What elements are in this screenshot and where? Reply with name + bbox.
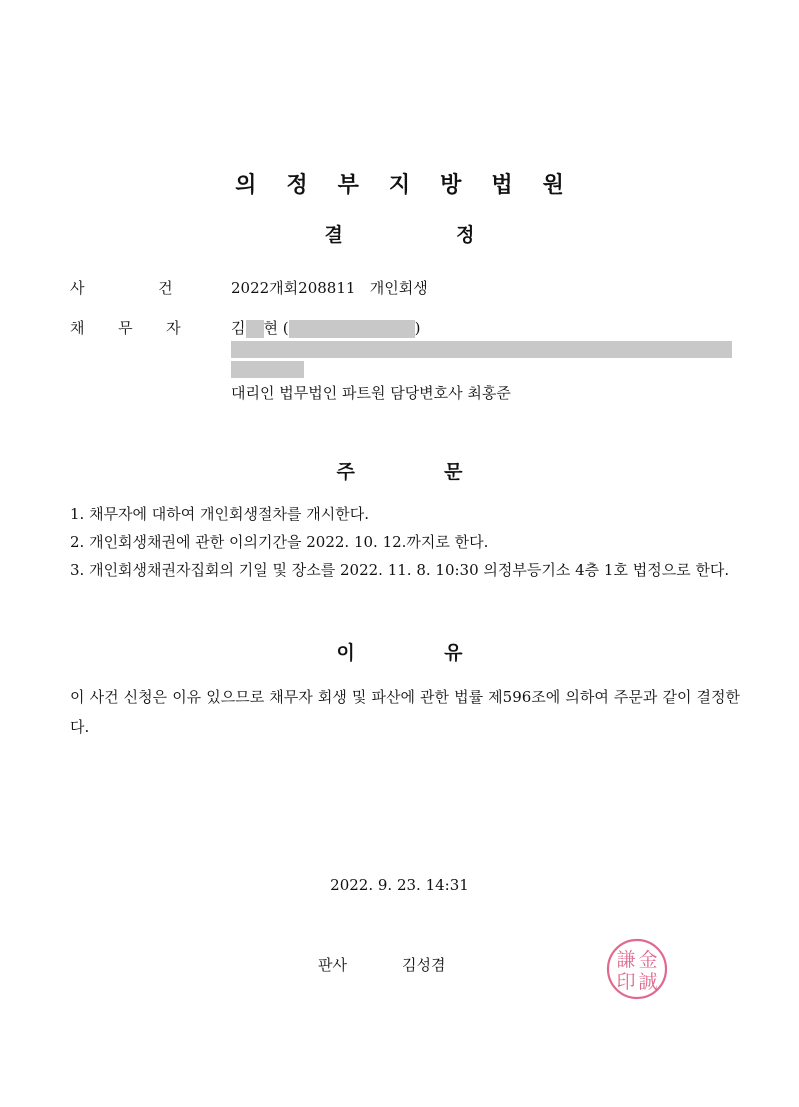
debtor-name-last: 현 <box>263 319 278 337</box>
judge-seal-icon <box>606 938 668 1000</box>
order-item: 2. 개인회생채권에 관한 이의기간을 2022. 10. 12.까지로 한다. <box>70 533 489 551</box>
case-number: 2022개회208811 개인회생 <box>231 279 428 297</box>
court-name: 의정부지방법원 <box>235 173 594 198</box>
judge-title: 판사 <box>318 956 347 974</box>
document-title-char-2: 정 <box>456 224 475 246</box>
debtor-name-first: 김 <box>231 319 246 337</box>
redaction-block <box>289 320 415 338</box>
debtor-agent: 대리인 법무법인 파트원 담당변호사 최홍준 <box>231 384 511 402</box>
order-heading-char-2: 문 <box>444 461 463 483</box>
seal-char: 誠 <box>638 971 658 993</box>
close-paren: ) <box>414 319 421 337</box>
order-heading <box>0 457 799 484</box>
redaction-address-line-2 <box>231 361 304 378</box>
reason-text: 이 사건 신청은 이유 있으므로 채무자 회생 및 파산에 관한 법률 제596조에 의하여 주문과 같이 결정한다. <box>70 688 740 736</box>
judge-name: 김성겸 <box>402 956 446 974</box>
case-label-char-2: 건 <box>158 279 173 297</box>
case-label <box>70 277 173 298</box>
debtor-name-line <box>231 317 421 338</box>
order-heading-char-1: 주 <box>336 461 355 483</box>
seal-char: 謙 <box>616 949 636 971</box>
order-item: 3. 개인회생채권자집회의 기일 및 장소를 2022. 11. 8. 10:30 의정부등기소 4층 1호 법정으로 한다. <box>70 561 730 579</box>
open-paren: ( <box>282 319 289 337</box>
seal-char: 金 <box>638 949 658 971</box>
order-item: 1. 채무자에 대하여 개인회생절차를 개시한다. <box>70 505 369 523</box>
redaction-address-line-1 <box>231 341 732 358</box>
seal-char: 印 <box>616 971 636 993</box>
decision-date: 2022. 9. 23. 14:31 <box>330 876 469 894</box>
case-label-char-1: 사 <box>70 279 85 297</box>
order-list <box>70 500 740 584</box>
reason-heading-char-1: 이 <box>336 642 355 664</box>
debtor-label <box>70 317 181 338</box>
debtor-label-char-3: 자 <box>166 319 181 337</box>
document-title <box>0 220 799 247</box>
reason-heading <box>0 638 799 665</box>
debtor-label-char-2: 무 <box>118 319 133 337</box>
debtor-label-char-1: 채 <box>70 319 85 337</box>
reason-heading-char-2: 유 <box>444 642 463 664</box>
redaction-block <box>246 320 264 338</box>
document-title-char-1: 결 <box>324 224 343 246</box>
